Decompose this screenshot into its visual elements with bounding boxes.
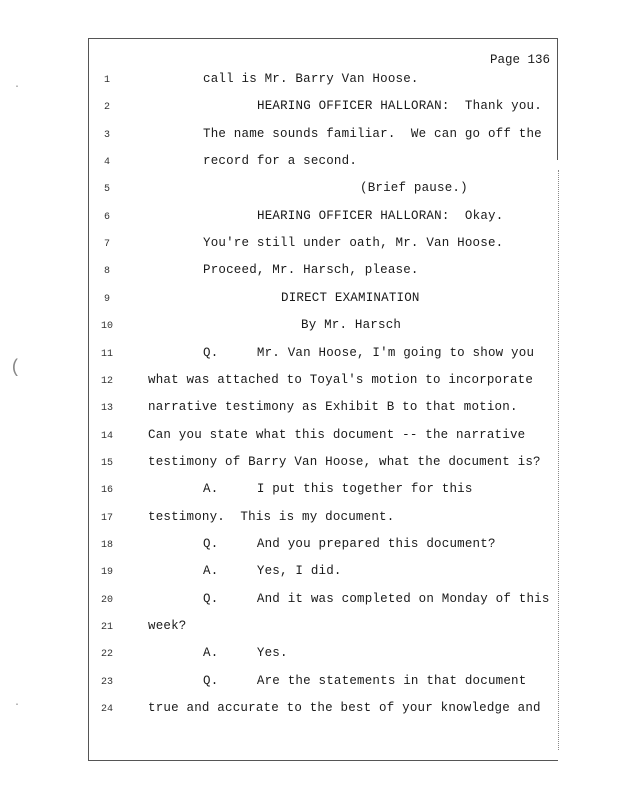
line-number: 14	[100, 430, 113, 442]
transcript-line	[0, 592, 600, 610]
line-text: narrative testimony as Exhibit B to that motion.	[148, 400, 518, 415]
line-text: Q. Mr. Van Hoose, I'm going to show you	[203, 345, 535, 360]
line-text: what was attached to Toyal's motion to incorporate	[148, 372, 534, 387]
line-text: The name sounds familiar. We can go off the	[203, 126, 542, 141]
line-number: 24	[100, 704, 113, 716]
page-top-rule	[88, 38, 558, 39]
line-number: 21	[100, 622, 113, 633]
margin-hole-mark: (	[10, 358, 21, 378]
transcript-line	[0, 564, 600, 582]
line-text: HEARING OFFICER HALLORAN: Okay.	[257, 208, 504, 223]
line-number: 1	[103, 75, 110, 86]
line-text: true and accurate to the best of your knowledge and	[148, 701, 541, 716]
line-text: testimony. This is my document.	[148, 509, 395, 524]
transcript-line	[0, 373, 600, 391]
transcript-line	[0, 181, 600, 199]
line-text: A. I put this together for this	[203, 482, 473, 497]
line-number: 16	[100, 485, 113, 497]
page-number: Page 136	[489, 53, 550, 67]
transcript-line	[0, 400, 600, 418]
line-number: 22	[100, 649, 113, 661]
line-text: Q. And it was completed on Monday of this	[203, 591, 550, 606]
line-text: A. Yes, I did.	[203, 564, 342, 579]
line-text: (Brief pause.)	[360, 181, 468, 196]
line-text: Proceed, Mr. Harsch, please.	[203, 263, 419, 278]
transcript-line	[0, 537, 600, 555]
line-text: Q. Are the statements in that document	[203, 673, 527, 688]
transcript-line	[0, 72, 600, 90]
line-text: DIRECT EXAMINATION	[281, 290, 420, 305]
line-text: You're still under oath, Mr. Van Hoose.	[203, 236, 504, 251]
line-number: 12	[100, 375, 113, 387]
margin-speck: ·	[14, 82, 21, 93]
margin-speck: ·	[14, 700, 21, 711]
transcript-line	[0, 619, 600, 637]
transcript-line	[0, 674, 600, 692]
line-text: A. Yes.	[203, 646, 288, 661]
line-number: 20	[100, 594, 113, 606]
line-number: 7	[103, 239, 110, 251]
transcript-line	[0, 510, 600, 528]
transcript-line	[0, 127, 600, 145]
line-number: 6	[103, 211, 110, 223]
transcript-line	[0, 99, 600, 117]
line-number: 10	[100, 321, 113, 333]
transcript-line	[0, 236, 600, 254]
line-number: 4	[103, 157, 110, 169]
transcript-line	[0, 482, 600, 500]
line-number: 13	[100, 403, 113, 415]
line-number: 17	[100, 512, 113, 524]
line-number: 23	[100, 676, 113, 688]
transcript-line	[0, 346, 600, 364]
transcript-line	[0, 428, 600, 446]
transcript-line	[0, 646, 600, 664]
line-text: record for a second.	[203, 154, 358, 169]
line-number: 19	[100, 567, 113, 579]
line-text: Can you state what this document -- the narrative	[148, 427, 526, 442]
line-text: By Mr. Harsch	[301, 318, 402, 333]
line-number: 8	[103, 266, 110, 278]
transcript-line	[0, 209, 600, 227]
line-number: 11	[100, 348, 113, 360]
transcript-line	[0, 701, 600, 719]
transcript-line	[0, 455, 600, 473]
line-text: week?	[148, 619, 187, 633]
line-number: 3	[103, 129, 110, 141]
line-number: 5	[103, 184, 110, 196]
page-bottom-rule	[88, 760, 558, 761]
line-number: 18	[100, 539, 113, 551]
transcript-line	[0, 154, 600, 172]
line-number: 15	[100, 457, 113, 469]
line-number: 2	[103, 102, 110, 114]
transcript-line	[0, 263, 600, 281]
line-text: call is Mr. Barry Van Hoose.	[203, 72, 419, 86]
line-text: HEARING OFFICER HALLORAN: Thank you.	[257, 99, 542, 114]
line-text: Q. And you prepared this document?	[203, 536, 496, 551]
line-text: testimony of Barry Van Hoose, what the document is?	[148, 454, 541, 469]
transcript-line	[0, 291, 600, 309]
transcript-line	[0, 318, 600, 336]
line-number: 9	[103, 293, 110, 305]
